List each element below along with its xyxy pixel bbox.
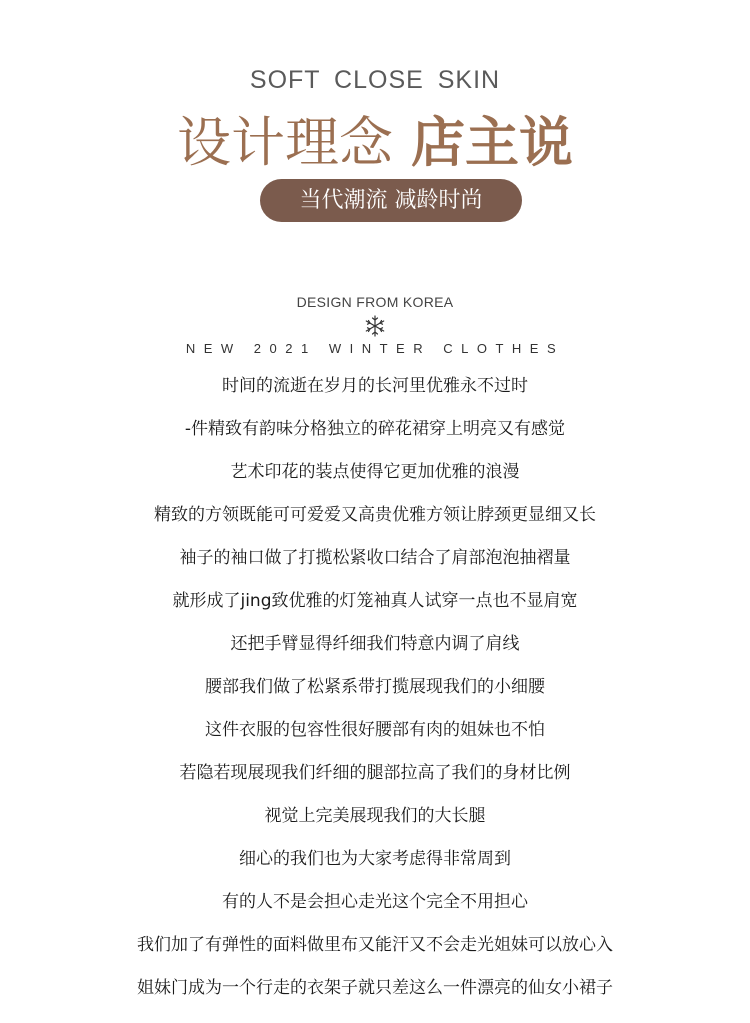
description-line: 若隐若现展现我们纤细的腿部拉高了我们的身材比例 [179,763,571,783]
page-title [0,108,750,178]
description-line: 腰部我们做了松紧系带打揽展现我们的小细腰 [205,677,545,697]
description-line: 这件衣服的包容性很好腰部有肉的姐妹也不怕 [205,720,545,740]
description-line: 视觉上完美展现我们的大长腿 [264,806,486,826]
description-line: 就形成了jing致优雅的灯笼袖真人试穿一点也不显肩宽 [172,591,578,611]
description-line: 我们加了有弹性的面料做里布又能汗又不会走光姐妹可以放心入 [137,935,613,955]
description-line: 时间的流逝在岁月的长河里优雅永不过时 [222,376,528,396]
description-line: 艺术印花的装点使得它更加优雅的浪漫 [230,462,520,482]
snowflake-icon [363,314,387,338]
description-list [0,373,750,1018]
description-line: 还把手臂显得纤细我们特意内调了肩线 [230,634,520,654]
description-line: -件精致有韵味分格独立的碎花裙穿上明亮又有感觉 [184,419,566,439]
description-line: 袖子的袖口做了打揽松紧收口结合了肩部泡泡抽褶量 [179,548,571,568]
tagline-badge: 当代潮流 减龄时尚 [260,179,522,222]
description-line: 有的人不是会担心走光这个完全不用担心 [222,892,528,912]
title-part-2: 店主说 [411,111,573,174]
eyebrow-text: SOFT CLOSE SKIN [249,66,501,94]
description-line: 细心的我们也为大家考虑得非常周到 [239,849,511,869]
description-line: 精致的方领既能可可爱爱又高贵优雅方领让脖颈更显细又长 [154,505,596,525]
design-from-label: DESIGN FROM KOREA [296,294,454,310]
title-part-1: 设计理念 [177,111,393,174]
season-caption: NEW 2021 WINTER CLOTHES [185,341,565,356]
description-line: 姐妹门成为一个行走的衣架子就只差这么一件漂亮的仙女小裙子 [137,978,613,998]
